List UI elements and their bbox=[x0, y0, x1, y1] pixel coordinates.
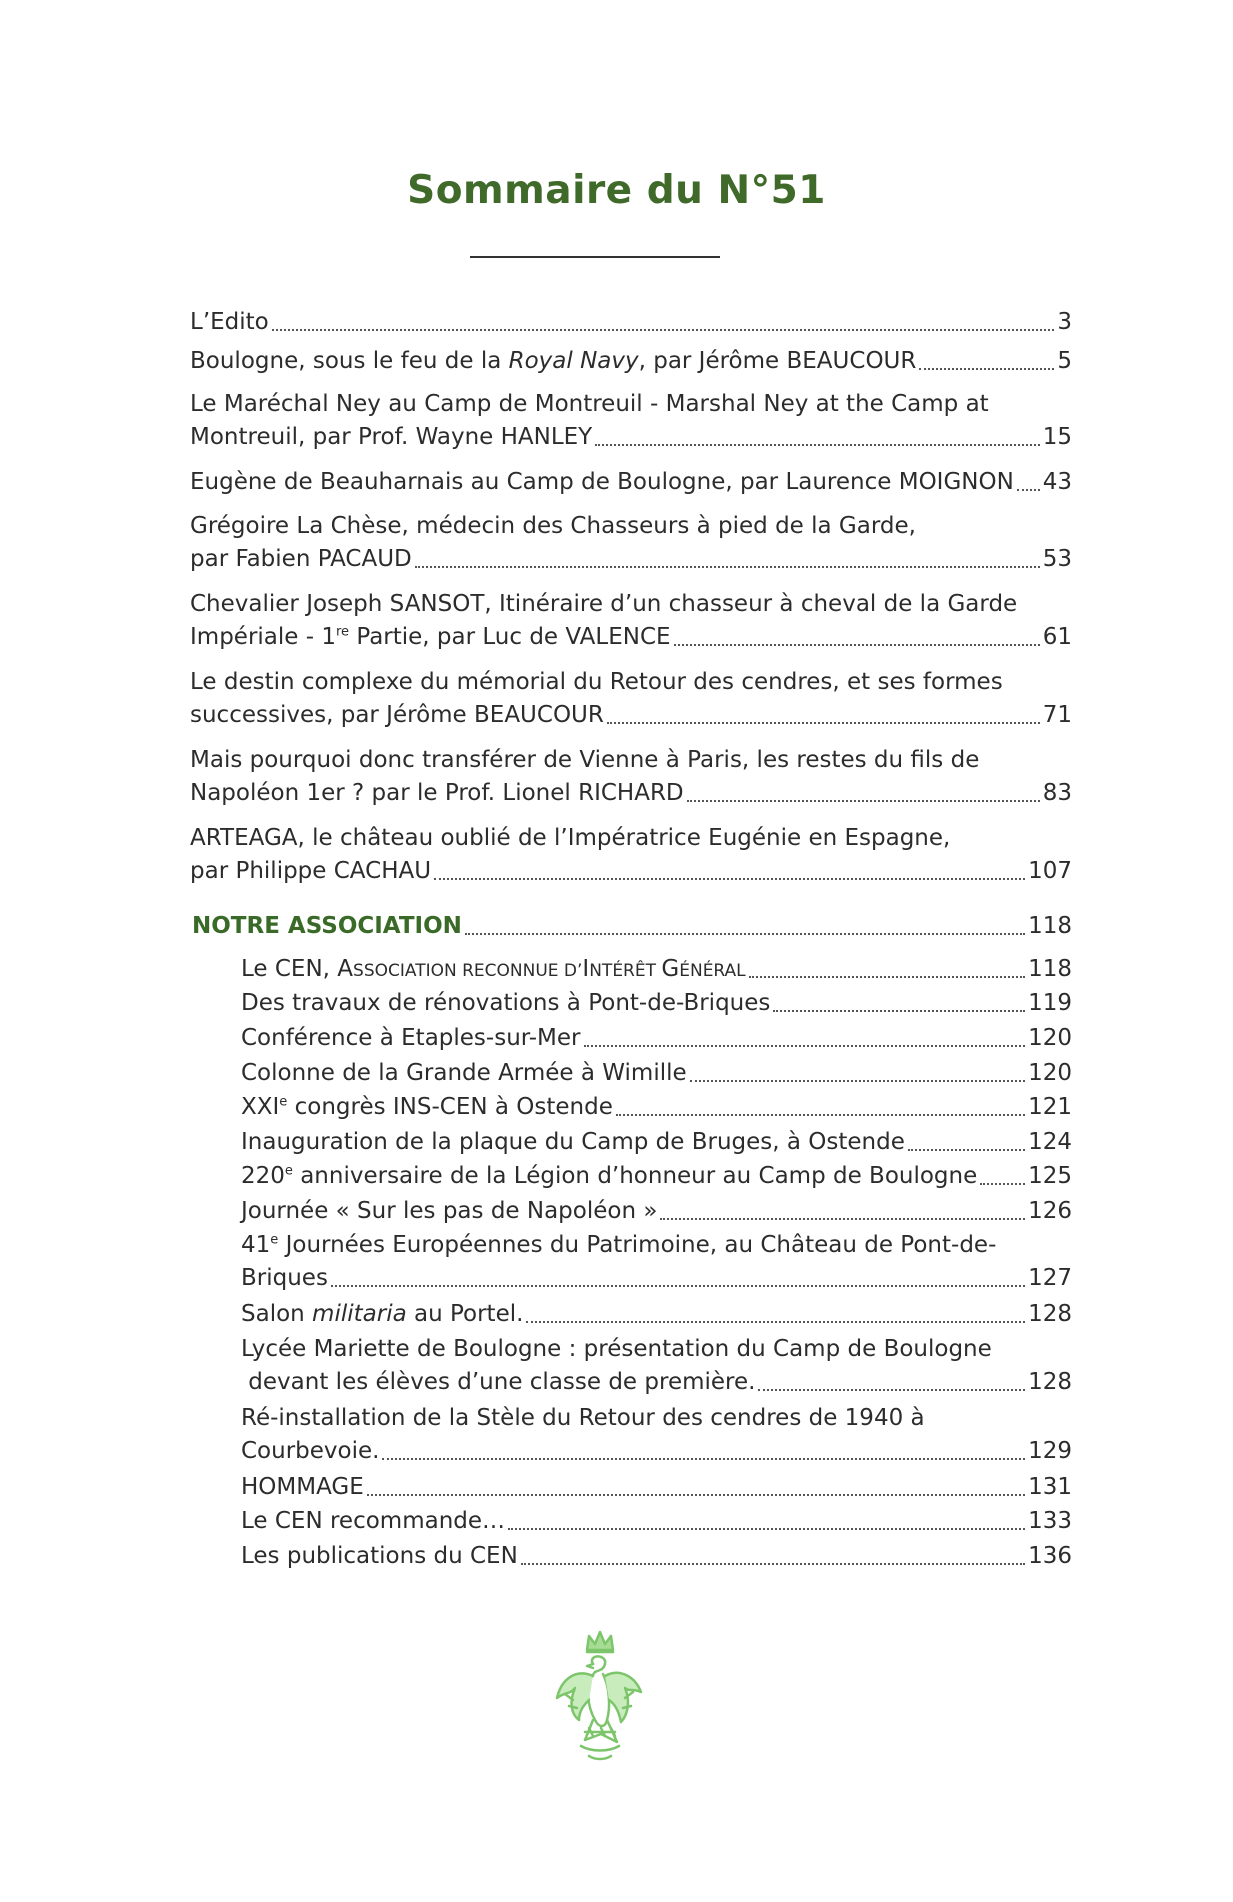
toc-subentry-reinstallation-stele: Ré-installation de la Stèle du Retour des cendres de 1940 à Courbevoie. 129 bbox=[241, 1402, 1072, 1468]
page-number: 3 bbox=[1057, 309, 1072, 335]
page-number: 121 bbox=[1028, 1094, 1072, 1120]
title-divider bbox=[470, 256, 720, 258]
page-number: 120 bbox=[1028, 1060, 1072, 1086]
toc-entry-arteaga: ARTEAGA, le château oublié de l’Impératrice Eugénie en Espagne, par Philippe CACHAU 107 bbox=[190, 822, 1072, 888]
page-number: 53 bbox=[1042, 546, 1072, 572]
page-number: 15 bbox=[1042, 424, 1072, 450]
page-number: 43 bbox=[1042, 469, 1072, 495]
page-number: 61 bbox=[1042, 624, 1072, 650]
page-number: 107 bbox=[1028, 858, 1072, 884]
page-number: 118 bbox=[1028, 956, 1072, 982]
page-number: 127 bbox=[1028, 1265, 1072, 1291]
section-heading-notre-association: NOTRE ASSOCIATION 118 bbox=[192, 910, 1072, 943]
toc-entry-boulogne-royal-navy: Boulogne, sous le feu de la Royal Navy, par Jérôme BEAUCOUR 5 bbox=[190, 345, 1072, 378]
page-number: 131 bbox=[1028, 1474, 1072, 1500]
page-number: 129 bbox=[1028, 1438, 1072, 1464]
toc-subentry-plaque-camp-bruges: Inauguration de la plaque du Camp de Bruges, à Ostende 124 bbox=[241, 1126, 1072, 1159]
toc-entry-gregoire-la-chese: Grégoire La Chèse, médecin des Chasseurs à pied de la Garde, par Fabien PACAUD 53 bbox=[190, 510, 1072, 576]
toc-subentry-publications-cen: Les publications du CEN 136 bbox=[241, 1540, 1072, 1573]
page-number: 5 bbox=[1057, 348, 1072, 374]
toc-entry-memorial-retour-cendres: Le destin complexe du mémorial du Retour des cendres, et ses formes successives, par Jérôme BEAUCOUR 71 bbox=[190, 666, 1072, 732]
toc-entry-eugene-beauharnais: Eugène de Beauharnais au Camp de Boulogne, par Laurence MOIGNON 43 bbox=[190, 466, 1072, 499]
page-title: Sommaire du N°51 bbox=[407, 168, 826, 213]
page-number: 71 bbox=[1042, 702, 1072, 728]
toc-subentry-colonne-grande-armee: Colonne de la Grande Armée à Wimille 120 bbox=[241, 1057, 1072, 1090]
page-number: 83 bbox=[1042, 780, 1072, 806]
page-number: 118 bbox=[1028, 913, 1072, 939]
toc-subentry-lycee-mariette: Lycée Mariette de Boulogne : présentation du Camp de Boulogne devant les élèves d’une classe de première. 128 bbox=[241, 1333, 1072, 1399]
page-number: 119 bbox=[1028, 990, 1072, 1016]
page-number: 128 bbox=[1028, 1369, 1072, 1395]
imperial-eagle-icon bbox=[545, 1628, 655, 1768]
page-number: 125 bbox=[1028, 1163, 1072, 1189]
toc-subentry-conference-etaples: Conférence à Etaples-sur-Mer 120 bbox=[241, 1022, 1072, 1055]
page-number: 128 bbox=[1028, 1301, 1072, 1327]
toc-entry-vienne-paris: Mais pourquoi donc transférer de Vienne à Paris, les restes du fils de Napoléon 1er ? par le Prof. Lionel RICHARD 83 bbox=[190, 744, 1072, 810]
toc-subentry-congres-ins-cen: XXIe congrès INS-CEN à Ostende 121 bbox=[241, 1091, 1072, 1124]
toc-subentry-journee-pas-napoleon: Journée « Sur les pas de Napoléon » 126 bbox=[241, 1195, 1072, 1228]
toc-subentry-salon-militaria: Salon militaria au Portel. 128 bbox=[241, 1298, 1072, 1331]
toc-subentry-cen-recommande: Le CEN recommande… 133 bbox=[241, 1505, 1072, 1538]
toc-subentry-travaux-renovations: Des travaux de rénovations à Pont-de-Briques 119 bbox=[241, 987, 1072, 1020]
page-number: 120 bbox=[1028, 1025, 1072, 1051]
toc-entry-chevalier-sansot: Chevalier Joseph SANSOT, Itinéraire d’un chasseur à cheval de la Garde Impériale - 1re Partie, par Luc de VALENCE 61 bbox=[190, 588, 1072, 654]
toc-subentry-legion-honneur: 220e anniversaire de la Légion d’honneur au Camp de Boulogne 125 bbox=[241, 1160, 1072, 1193]
page-number: 124 bbox=[1028, 1129, 1072, 1155]
page-number: 136 bbox=[1028, 1543, 1072, 1569]
toc-subentry-cen-interet-general: Le CEN, ASSOCIATION RECONNUE D’INTÉRÊT GÉNÉRAL 118 bbox=[241, 953, 1072, 986]
toc-entry-edito: L’Edito 3 bbox=[190, 306, 1072, 339]
toc-subentry-journees-patrimoine: 41e Journées Européennes du Patrimoine, au Château de Pont-de- Briques 127 bbox=[241, 1229, 1072, 1295]
page-number: 133 bbox=[1028, 1508, 1072, 1534]
toc-subentry-hommage: HOMMAGE 131 bbox=[241, 1471, 1072, 1504]
page-number: 126 bbox=[1028, 1198, 1072, 1224]
toc-entry-marechal-ney: Le Maréchal Ney au Camp de Montreuil - Marshal Ney at the Camp at Montreuil, par Prof. Wayne HANLEY 15 bbox=[190, 388, 1072, 454]
